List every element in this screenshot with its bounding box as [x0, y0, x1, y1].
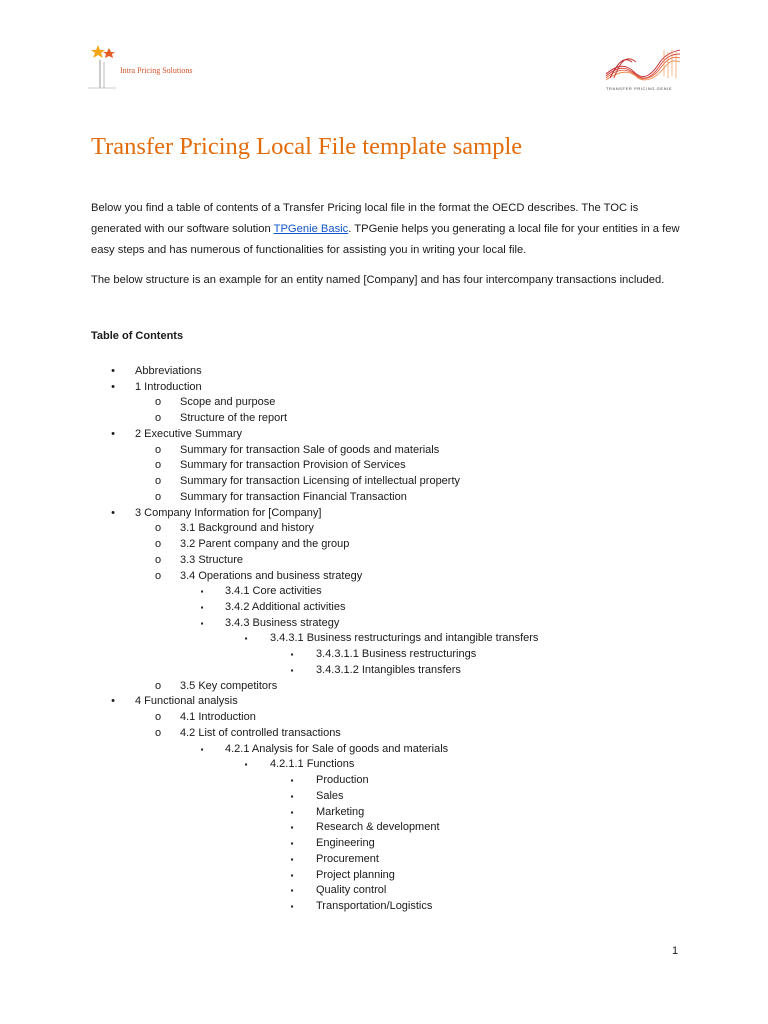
left-logo-text: Intra Pricing Solutions [120, 66, 193, 75]
toc-item [0, 600, 768, 616]
toc-item [0, 411, 768, 427]
toc-bullet-icon: ▪ [290, 807, 294, 817]
page-number: 1 [672, 945, 679, 957]
toc-bullet-icon: ▪ [200, 618, 204, 628]
intro-text-part1: Below you find a table of contents of a Transfer Pricing local file in the format the OECD describes. The TOC is generated with our software solution [91, 202, 639, 235]
toc-bullet-icon: o [154, 538, 162, 551]
toc-item-label: 3.4.2 Additional activities [225, 601, 346, 614]
toc-bullet-icon: ▪ [290, 854, 294, 864]
toc-item [0, 427, 768, 443]
toc-bullet-icon: ▪ [290, 901, 294, 911]
toc-item [0, 852, 768, 868]
toc-item [0, 836, 768, 852]
toc-item-label: Engineering [316, 837, 375, 850]
toc-item-label: 3.4.3 Business strategy [225, 616, 340, 629]
toc-item [0, 647, 768, 663]
logo-wave-icon [604, 48, 684, 84]
toc-bullet-icon: • [111, 380, 115, 393]
toc-item-label: 3.4.1 Core activities [225, 585, 322, 598]
toc-bullet-icon: ▪ [290, 870, 294, 880]
structure-paragraph: The below structure is an example for an entity named [Company] and has four intercompany transactions included. [91, 274, 665, 286]
toc-bullet-icon: ▪ [200, 587, 204, 597]
intra-pricing-logo [82, 44, 202, 92]
toc-item [0, 663, 768, 679]
toc-item-label: 3.5 Key competitors [180, 679, 278, 692]
document-title: Transfer Pricing Local File template sample [91, 133, 523, 160]
toc-item-label: 4.1 Introduction [180, 711, 256, 724]
toc-bullet-icon: • [111, 365, 115, 377]
toc-item-label: 3 Company Information for [Company] [135, 506, 322, 519]
toc-item-label: 4 Functional analysis [135, 695, 238, 708]
toc-item-label: 3.3 Structure [180, 553, 243, 566]
toc-item-label: Production [316, 774, 369, 787]
toc-item [0, 742, 768, 758]
toc-bullet-icon: ▪ [290, 776, 294, 786]
toc-bullet-icon: o [154, 412, 162, 425]
toc-item [0, 443, 768, 459]
toc-item-label: Procurement [316, 852, 379, 865]
toc-item [0, 726, 768, 742]
toc-item [0, 616, 768, 632]
toc-bullet-icon: ▪ [290, 665, 294, 675]
toc-item-label: 3.1 Background and history [180, 522, 314, 535]
toc-bullet-icon: • [111, 506, 115, 519]
right-logo-text: TRANSFER PRICING GENIE [606, 86, 673, 91]
toc-bullet-icon: ▪ [290, 823, 294, 833]
toc-bullet-icon: • [111, 695, 115, 708]
toc-bullet-icon: o [154, 475, 162, 488]
toc-item [0, 364, 768, 380]
toc-item [0, 805, 768, 821]
toc-item-label: 4.2 List of controlled transactions [180, 726, 341, 739]
toc-item-label: Summary for transaction Financial Transaction [180, 490, 407, 503]
toc-item [0, 820, 768, 836]
toc-item [0, 521, 768, 537]
toc-item [0, 395, 768, 411]
toc-bullet-icon: ▪ [290, 791, 294, 801]
toc-bullet-icon: ▪ [290, 650, 294, 660]
toc-item [0, 899, 768, 915]
toc-bullet-icon: o [154, 679, 162, 692]
toc-item [0, 506, 768, 522]
toc-item [0, 868, 768, 884]
toc-item-label: 3.4.3.1.1 Business restructurings [316, 648, 477, 661]
toc-bullet-icon: o [154, 711, 162, 724]
toc-bullet-icon: o [154, 443, 162, 456]
logo-star-icon [86, 44, 118, 90]
toc-bullet-icon: ▪ [200, 744, 204, 754]
toc-bullet-icon: • [111, 427, 115, 440]
toc-item [0, 631, 768, 647]
toc-item [0, 537, 768, 553]
toc-item-label: Summary for transaction Licensing of intellectual property [180, 475, 461, 488]
toc-item-label: 3.4.3.1 Business restructurings and intangible transfers [270, 632, 539, 645]
toc-heading: Table of Contents [91, 330, 184, 342]
toc-item [0, 584, 768, 600]
intro-paragraph [91, 198, 691, 261]
table-of-contents [0, 364, 768, 915]
tpgenie-basic-link[interactable]: TPGenie Basic [273, 223, 349, 235]
toc-item-label: 4.2.1 Analysis for Sale of goods and materials [225, 742, 449, 755]
toc-item-label: Quality control [316, 884, 387, 897]
toc-item [0, 569, 768, 585]
toc-item-label: 3.4.3.1.2 Intangibles transfers [316, 663, 461, 676]
toc-item-label: 2 Executive Summary [135, 427, 242, 440]
toc-bullet-icon: ▪ [290, 886, 294, 896]
toc-bullet-icon: o [154, 726, 162, 739]
toc-bullet-icon: ▪ [200, 603, 204, 613]
toc-item [0, 883, 768, 899]
toc-bullet-icon: o [154, 522, 162, 535]
toc-bullet-icon: o [154, 569, 162, 582]
toc-item [0, 710, 768, 726]
toc-item [0, 694, 768, 710]
toc-item-label: Scope and purpose [180, 396, 276, 409]
tp-genie-logo [604, 48, 684, 96]
toc-bullet-icon: ▪ [244, 760, 248, 770]
toc-bullet-icon: o [154, 459, 162, 472]
toc-item-label: Summary for transaction Sale of goods and materials [180, 443, 440, 456]
toc-item-label: Transportation/Logistics [316, 899, 433, 912]
toc-item-label: Sales [316, 789, 344, 802]
toc-bullet-icon: ▪ [290, 839, 294, 849]
toc-bullet-icon: ▪ [244, 634, 248, 644]
toc-item-label: Summary for transaction Provision of Services [180, 459, 406, 472]
toc-item-label: 3.4 Operations and business strategy [180, 569, 363, 582]
toc-bullet-icon: o [154, 490, 162, 503]
toc-item [0, 757, 768, 773]
toc-bullet-icon: o [154, 396, 162, 409]
intro-text-part2: . TPGenie helps you generating a local file for your entities in a few easy steps and has numerous of functionalities for assisting you in writing your local file. [91, 223, 680, 256]
toc-item-label: Research & development [316, 821, 440, 834]
toc-item-label: 4.2.1.1 Functions [270, 758, 355, 771]
toc-item-label: 3.2 Parent company and the group [180, 538, 350, 551]
toc-item [0, 789, 768, 805]
toc-item [0, 773, 768, 789]
toc-item-label: 1 Introduction [135, 380, 202, 393]
toc-item-label: Marketing [316, 805, 365, 818]
toc-item-label: Project planning [316, 868, 395, 881]
toc-item [0, 553, 768, 569]
toc-item [0, 474, 768, 490]
toc-item-label: Abbreviations [135, 365, 202, 377]
toc-item [0, 490, 768, 506]
toc-item [0, 458, 768, 474]
toc-item [0, 679, 768, 695]
toc-item-label: Structure of the report [180, 412, 287, 425]
toc-bullet-icon: o [154, 553, 162, 566]
toc-item [0, 380, 768, 396]
